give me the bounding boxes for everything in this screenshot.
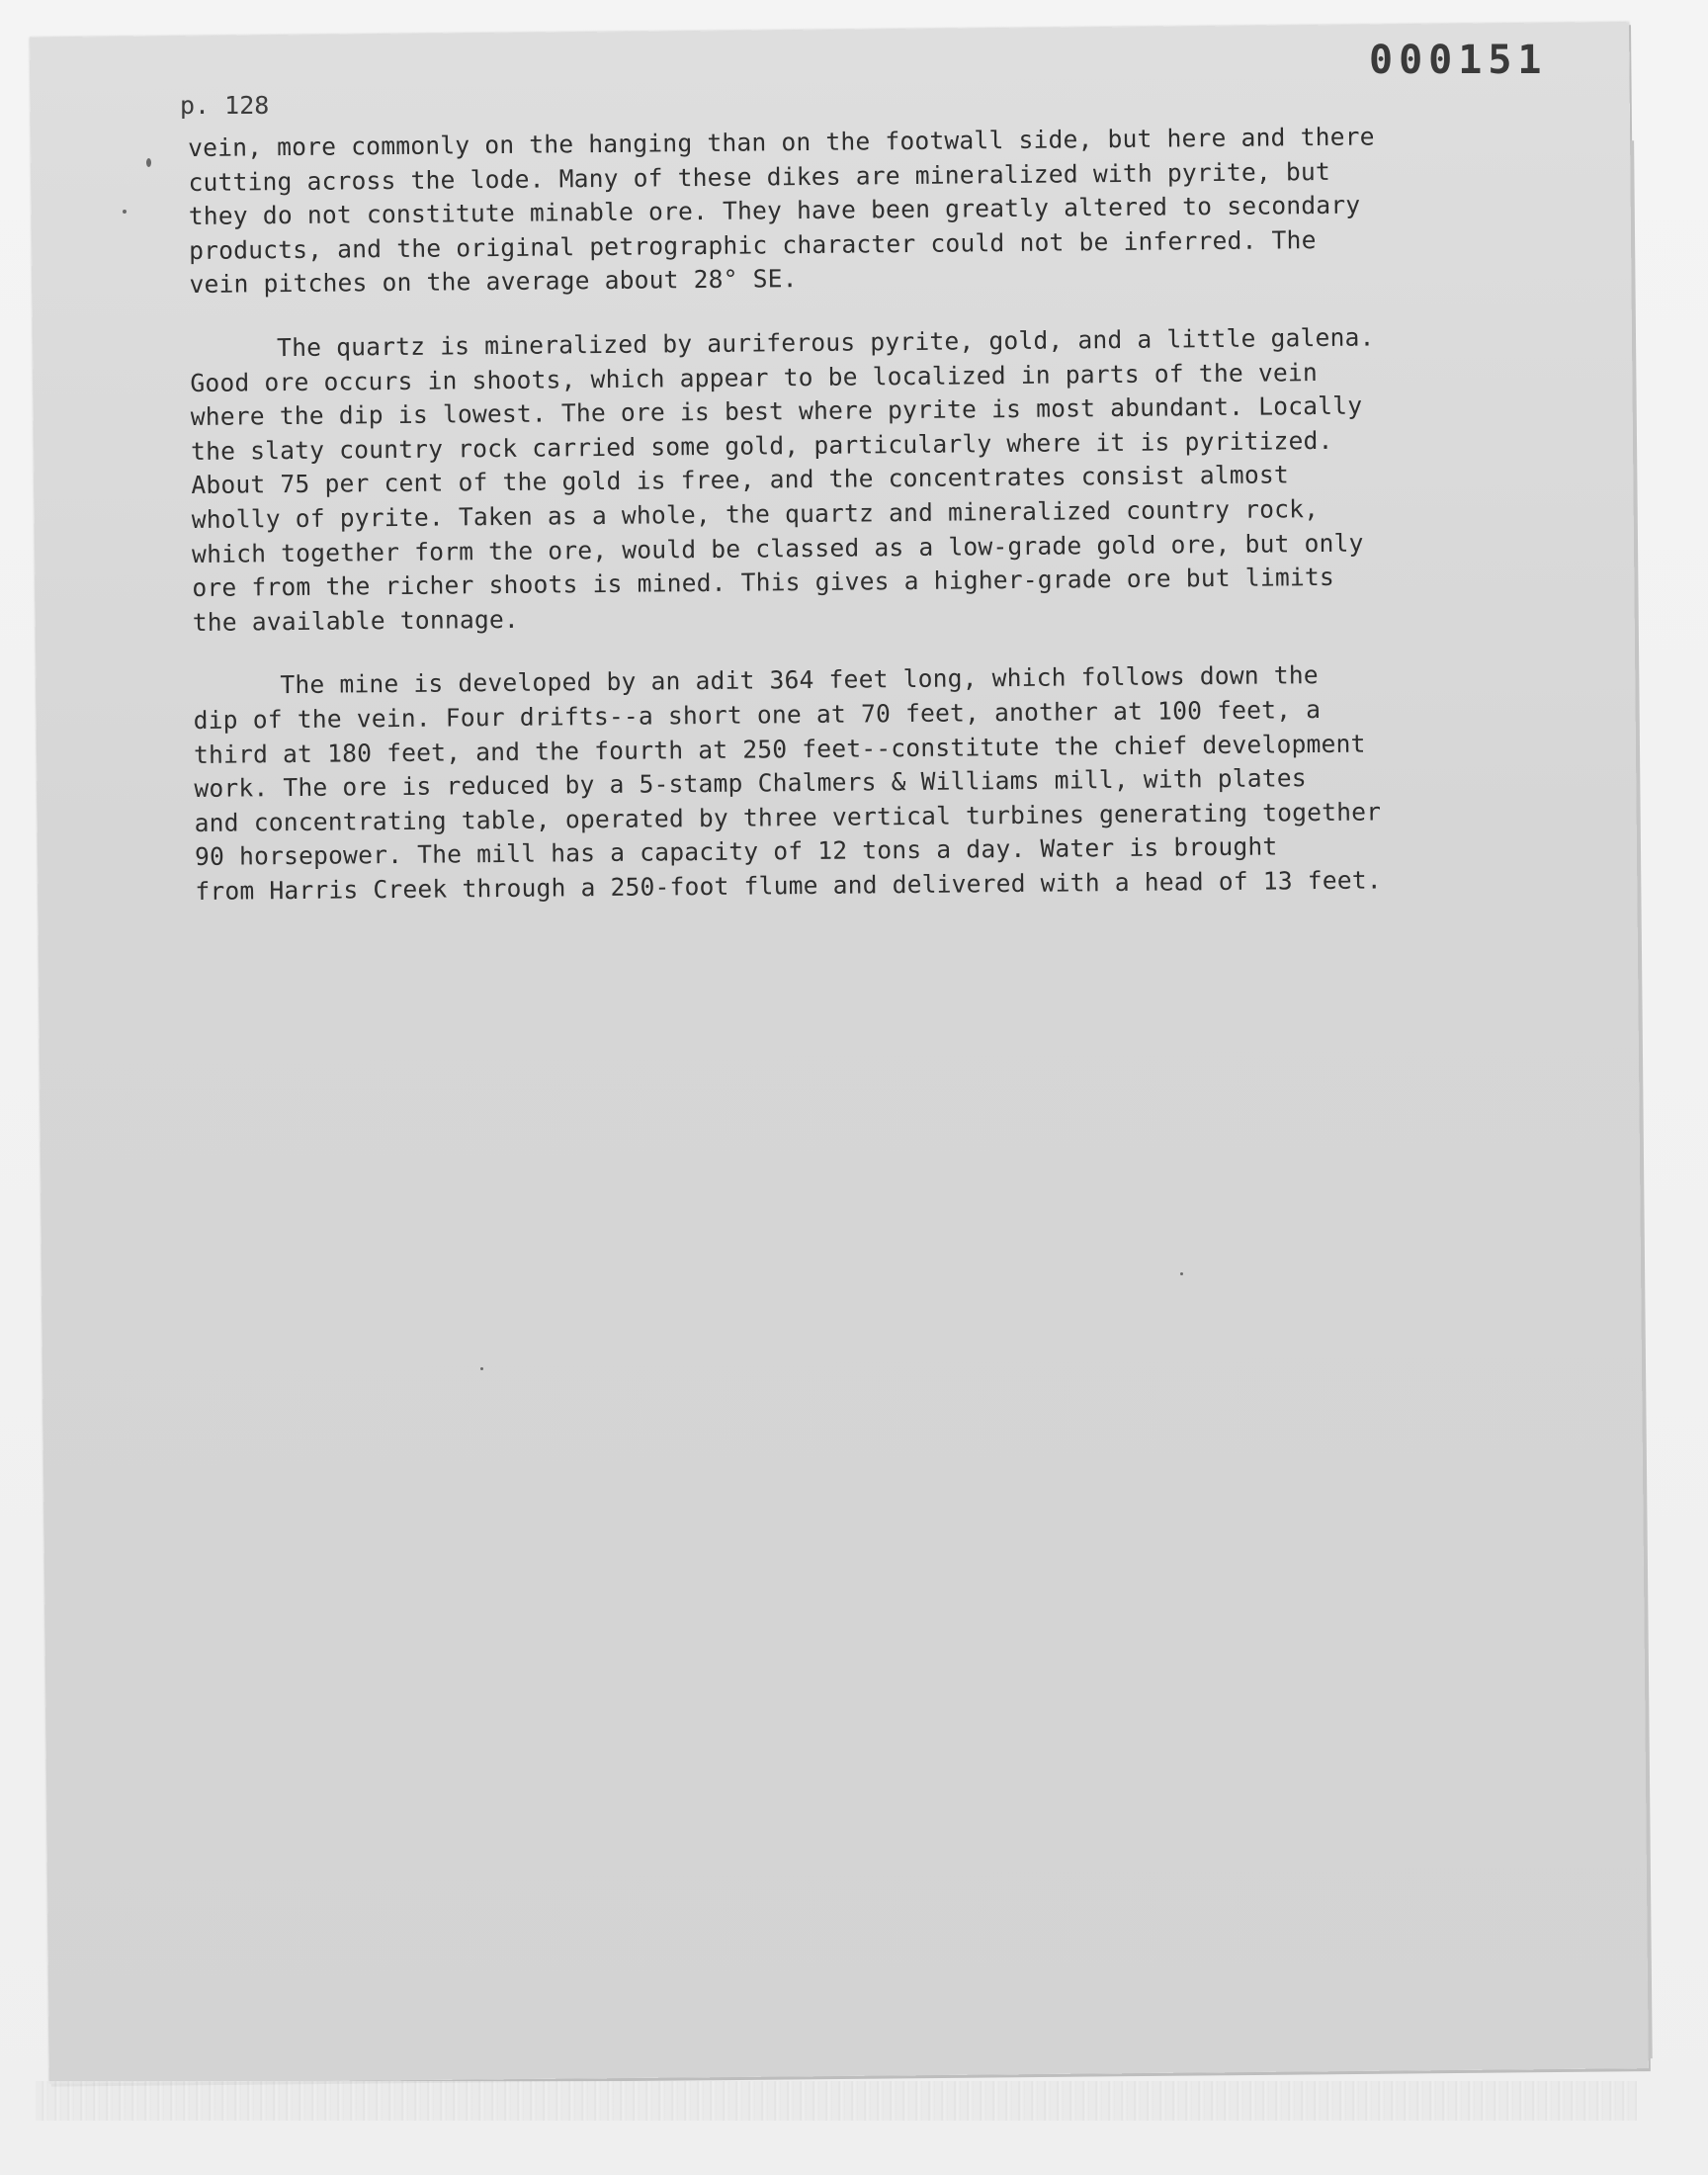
text-line: ore from the richer shoots is mined. This gives a higher-grade ore but limits: [192, 563, 1335, 603]
text-line: the slaty country rock carried some gold, particularly where it is pyritized.: [190, 425, 1333, 466]
text-line: dip of the vein. Four drifts--a short one at 70 feet, another at 100 feet, a: [193, 694, 1322, 735]
text-line: wholly of pyrite. Taken as a whole, the quartz and mineralized country rock,: [191, 493, 1320, 534]
text-line: from Harris Creek through a 250-foot flume and delivered with a head of 13 feet.: [195, 865, 1383, 906]
text-line: third at 180 feet, and the fourth at 250 feet--constitute the chief development: [193, 729, 1366, 769]
text-line: work. The ore is reduced by a 5-stamp Chalmers & Williams mill, with plates: [194, 763, 1307, 804]
text-line: 90 horsepower. The mill has a capacity of 12 tons a day. Water is brought: [194, 831, 1278, 872]
text-line: cutting across the lode. Many of these dikes are mineralized with pyrite, but: [188, 156, 1331, 197]
scan-speck: [146, 158, 151, 167]
text-line: and concentrating table, operated by three vertical turbines generating together: [194, 797, 1382, 837]
scan-speck: [480, 1367, 483, 1370]
paragraph-3: [193, 656, 1559, 909]
text-line: they do not constitute minable ore. They have been greatly altered to secondary: [188, 190, 1361, 231]
page-reference: p. 128: [180, 91, 270, 120]
text-line: where the dip is lowest. The ore is best where pyrite is most abundant. Locally: [190, 391, 1363, 432]
text-line: the available tonnage.: [192, 604, 520, 637]
paragraph-2: [190, 319, 1557, 641]
text-line: The quartz is mineralized by auriferous pyrite, gold, and a little galena.: [276, 322, 1375, 363]
scan-artifact-streaks: [36, 2081, 1637, 2121]
scan-speck: [1180, 1272, 1183, 1275]
paragraph-1: [188, 119, 1554, 303]
text-line: which together form the ore, would be classed as a low-grade gold ore, but only: [191, 528, 1364, 568]
text-line: Good ore occurs in shoots, which appear to be localized in parts of the vein: [190, 357, 1319, 397]
text-line: About 75 per cent of the gold is free, and the concentrates consist almost: [191, 460, 1290, 500]
document-body: [188, 119, 1560, 939]
text-line: products, and the original petrographic character could not be inferred. The: [189, 224, 1317, 265]
document-stamp-number: 000151: [1369, 38, 1548, 83]
text-line: vein, more commonly on the hanging than on the footwall side, but here and there: [188, 122, 1375, 162]
text-line: The mine is developed by an adit 364 feet long, which follows down the: [280, 660, 1319, 700]
scan-speck: [123, 210, 127, 214]
text-line: vein pitches on the average about 28° SE.: [189, 264, 798, 300]
